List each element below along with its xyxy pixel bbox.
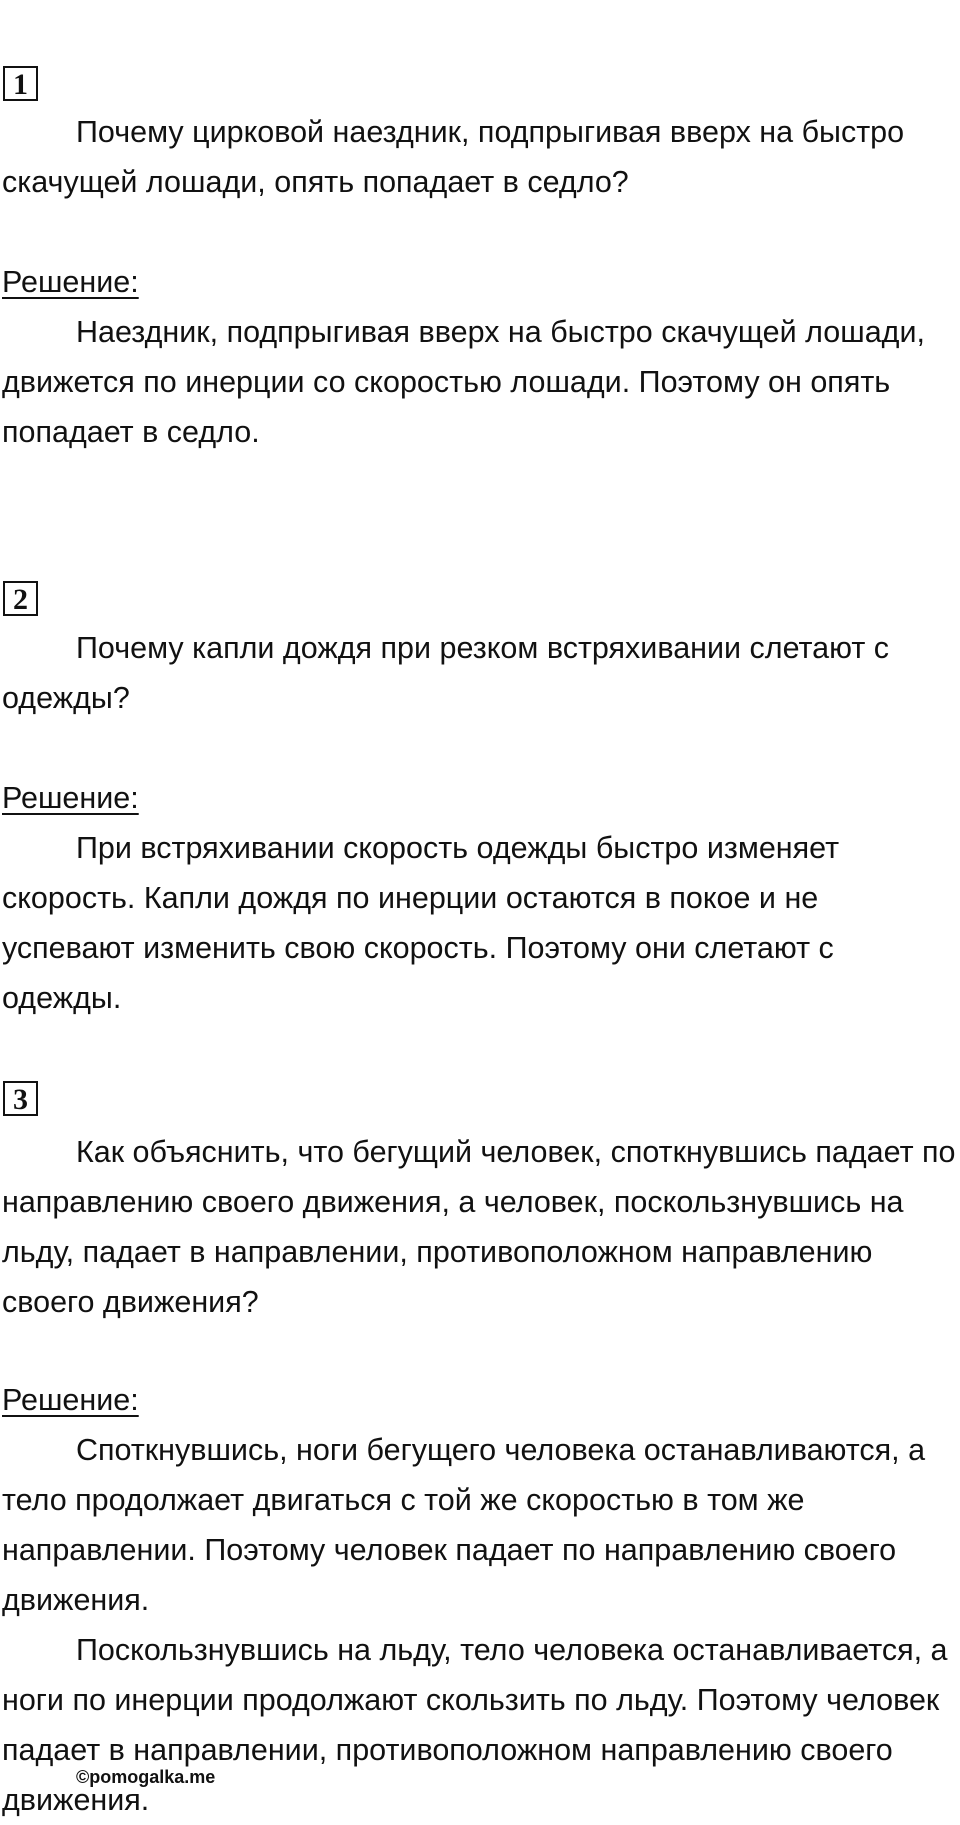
solution-text: Поскользнувшись на льду, тело человека останавливается, а ноги по инерции продолжают скользить по льду. Поэтому человек падает в направлении, противоположном направлению своего движения.: [2, 1633, 948, 1817]
solution-text: Споткнувшись, ноги бегущего человека останавливаются, а тело продолжает двигаться с той же скоростью в том же направлении. Поэтому человек падает по направлению своего движения.: [2, 1433, 926, 1617]
solution-label: Решение:: [2, 1383, 139, 1417]
solution-label: Решение:: [2, 781, 139, 815]
task-question: Почему цирковой наездник, подпрыгивая вверх на быстро скачущей лошади, опять попадает в седло?: [2, 115, 905, 199]
task-number-box: 3: [3, 1081, 38, 1116]
watermark: ©pomogalka.me: [76, 1767, 216, 1787]
task-question: Почему капли дождя при резком встряхивании слетают с одежды?: [2, 631, 890, 715]
task-question: Как объяснить, что бегущий человек, споткнувшись падает по направлению своего движения, а человек, поскользнувшись на льду, падает в направлении, противоположном направлению своего движения?: [2, 1135, 956, 1319]
solution-label: Решение:: [2, 265, 139, 299]
task-number-box: 2: [3, 581, 38, 616]
task-number-box: 1: [3, 66, 38, 101]
solution-text: При встряхивании скорость одежды быстро изменяет скорость. Капли дождя по инерции остаются в покое и не успевают изменить свою скорость. Поэтому они слетают с одежды.: [2, 831, 840, 1015]
solution-text: Наездник, подпрыгивая вверх на быстро скачущей лошади, движется по инерции со скоростью лошади. Поэтому он опять попадает в седло.: [2, 315, 925, 449]
